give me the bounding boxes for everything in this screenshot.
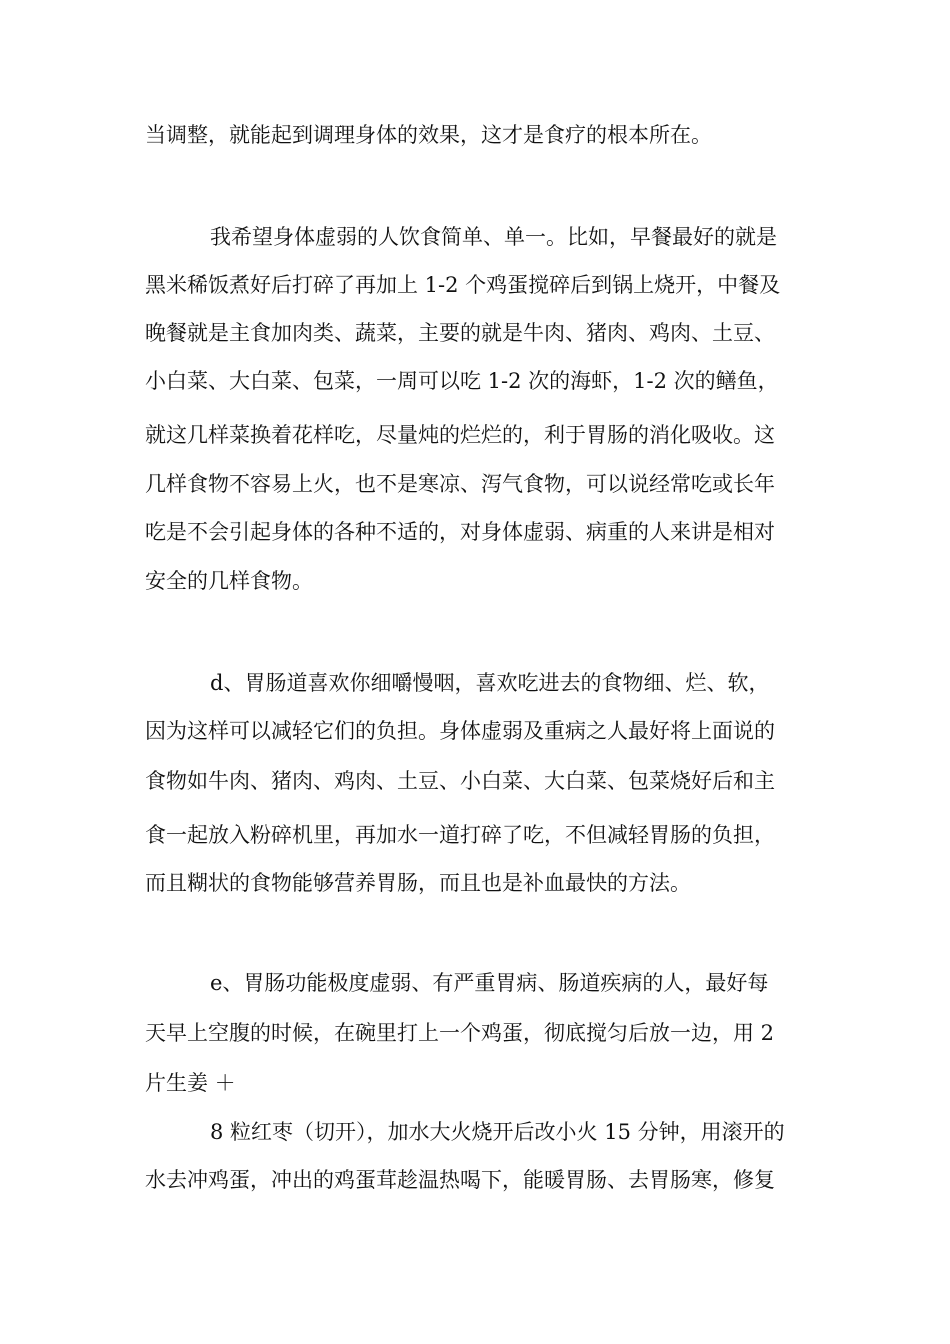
paragraph-3-line-5: 而且糊状的食物能够营养胃肠，而且也是补血最快的方法。 (145, 871, 691, 895)
paragraph-2-line-7: 吃是不会引起身体的各种不适的，对身体虚弱、病重的人来讲是相对 (145, 520, 775, 544)
paragraph-2-line-4: 小白菜、大白菜、包菜，一周可以吃 1-2 次的海虾，1-2 次的鳝鱼， (145, 369, 779, 393)
paragraph-2-line-3: 晚餐就是主食加肉类、蔬菜，主要的就是牛肉、猪肉、鸡肉、土豆、 (145, 321, 775, 345)
paragraph-2-line-2: 黑米稀饭煮好后打碎了再加上 1-2 个鸡蛋搅碎后到锅上烧开，中餐及 (145, 273, 781, 297)
paragraph-1-line-1: 当调整，就能起到调理身体的效果，这才是食疗的根本所在。 (145, 123, 712, 147)
paragraph-3-line-2: 因为这样可以减轻它们的负担。身体虚弱及重病之人最好将上面说的 (145, 719, 775, 743)
paragraph-2-line-1: 我希望身体虚弱的人饮食简单、单一。比如，早餐最好的就是 (210, 225, 777, 249)
paragraph-5-line-2: 水去冲鸡蛋，冲出的鸡蛋茸趁温热喝下，能暖胃肠、去胃肠寒，修复 (145, 1168, 775, 1192)
paragraph-4-line-1: e、胃肠功能极度虚弱、有严重胃病、肠道疾病的人，最好每 (210, 971, 769, 995)
paragraph-2-line-6: 几样食物不容易上火，也不是寒凉、泻气食物，可以说经常吃或长年 (145, 472, 775, 496)
paragraph-4-line-3: 片生姜 ＋ (145, 1071, 236, 1095)
paragraph-3-line-3: 食物如牛肉、猪肉、鸡肉、土豆、小白菜、大白菜、包菜烧好后和主 (145, 769, 775, 793)
paragraph-4-line-2: 天早上空腹的时候，在碗里打上一个鸡蛋，彻底搅匀后放一边，用 2 (145, 1021, 775, 1045)
paragraph-2-line-5: 就这几样菜换着花样吃，尽量炖的烂烂的，利于胃肠的消化吸收。这 (145, 423, 775, 447)
paragraph-5-line-1: 8 粒红枣（切开），加水大火烧开后改小火 15 分钟，用滚开的 (210, 1120, 785, 1144)
paragraph-3-line-1: d、胃肠道喜欢你细嚼慢咽，喜欢吃进去的食物细、烂、软， (210, 671, 770, 695)
paragraph-2-line-8: 安全的几样食物。 (145, 569, 313, 593)
paragraph-3-line-4: 食一起放入粉碎机里，再加水一道打碎了吃，不但减轻胃肠的负担， (145, 823, 775, 847)
